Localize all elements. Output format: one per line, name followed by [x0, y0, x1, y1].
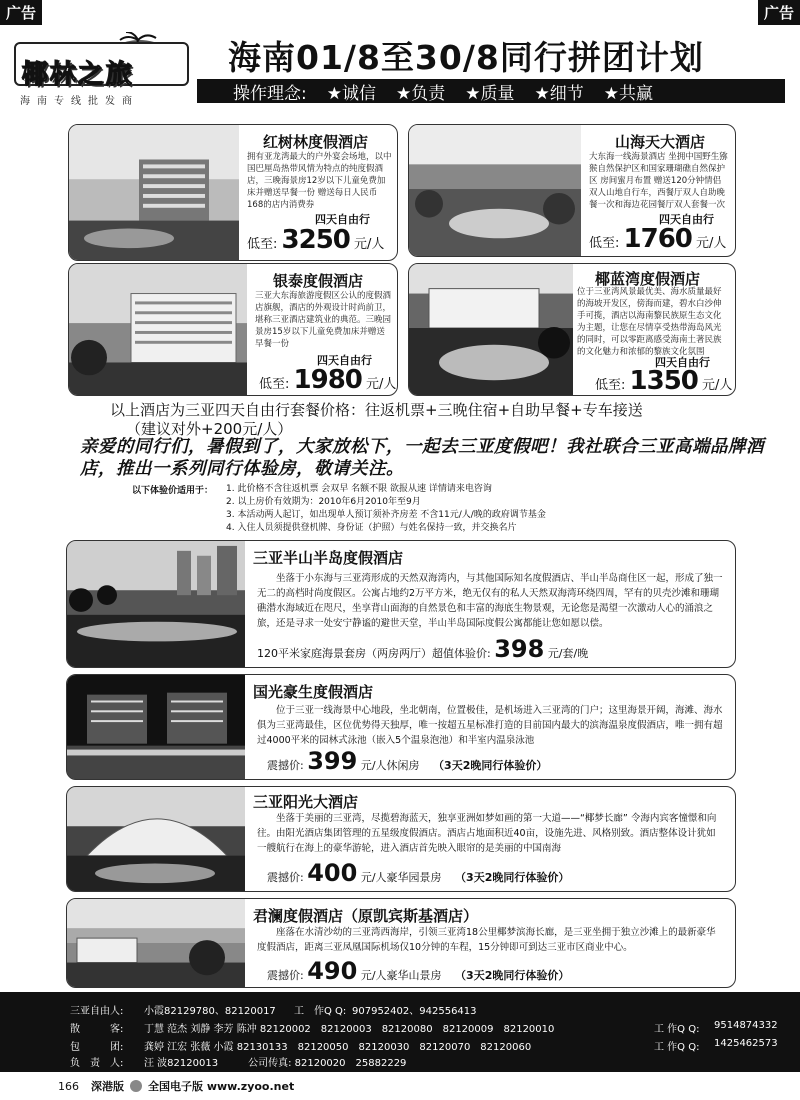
price-prefix: 震撼价:: [267, 871, 304, 884]
contact-row: [70, 1054, 406, 1069]
hotel-description: 座落在水清沙幼的三亚湾西海岸，引领三亚湾18公里椰梦滨海长廊，是三亚坐拥于独立沙滩上的最新豪华度假酒店，距离三亚凤凰国际机场仅10分钟的车程，15分钟即可到达三亚市区商业中心。: [257, 927, 716, 953]
price-line: [257, 635, 588, 663]
motto-item: ★质量: [465, 83, 515, 104]
contact-value: 丁慧 范杰 刘静 李芳 陈冲 82120002 82120003 82120080 82120009 82120010: [144, 1024, 555, 1035]
price-unit: 元/人豪华山景房: [360, 969, 442, 982]
hotel-description: 大东海一线海景酒店 坐拥中国野生猕猴自然保护区和国家珊瑚礁自然保护区 房间蜜月布置 赠送120分钟情侣双人山地自行车，西餐厅双人自助晚餐一次和海边花园餐厅双人套餐一次: [589, 152, 728, 210]
contact-qq-label: 工 作Q Q:: [294, 1006, 347, 1017]
motto-item: ★诚信: [326, 83, 376, 104]
hotel-description: 坐落于小东海与三亚湾形成的天然双海湾内，与其他国际知名度假酒店、半山半岛商住区一起，形成了独一无二的高档时尚度假区。公寓占地约2万平方米，绝无仅有的私人天然双海湾环绕四周，罕有的贝壳沙滩和珊瑚礁潜水海域近在咫尺，坐享背山面海的自然景色和丰富的海底生物景观，无论您是渴望一次激动人心的涌浪之旅，还是寻求一处安宁静谧的避世天堂，半山半岛国际度假公寓都能让您如愿以偿。: [257, 573, 723, 629]
hotel-photo: [409, 264, 573, 395]
hotel-card-shanhaitian[interactable]: [408, 124, 736, 257]
price-value: 3250: [281, 225, 350, 255]
price-value: 1350: [629, 366, 698, 396]
hotel-name: 椰蓝湾度假酒店: [595, 270, 701, 288]
contact-qq-label: 工 作Q Q:: [654, 1042, 700, 1053]
price-unit: 元/人: [696, 236, 727, 251]
hotel-photo: [69, 125, 239, 260]
page-title: 海南01/8至30/8同行拼团计划: [228, 38, 704, 77]
package-note-suggestion: （建议对外+200元/人）: [126, 420, 293, 438]
hotel-card-yintai[interactable]: [68, 263, 398, 396]
hotel-photo: [69, 264, 247, 395]
conditions-title: 以下体验价适用于：: [132, 486, 214, 496]
hotel-name: 三亚阳光大酒店: [253, 793, 359, 811]
motto-item: ★负责: [395, 83, 446, 104]
contact-label: 包 团:: [70, 1042, 124, 1053]
hotel-card-guoguang-haosheng[interactable]: [66, 674, 736, 780]
package-tag: 四天自由行: [317, 354, 372, 367]
price-value: 399: [307, 747, 358, 775]
package-tag: 四天自由行: [659, 213, 714, 226]
contact-row: [70, 1002, 477, 1017]
price-value: 490: [307, 957, 358, 985]
package-note-line: 以上酒店为三亚四天自由行套餐价格：往返机票+三晚住宿+自助早餐+专车接送: [110, 401, 643, 419]
price-value: 1760: [623, 224, 692, 254]
hotel-description: 三亚大东海旅游度假区公认的度假酒店旗舰，酒店的外观设计时尚前卫，堪称三亚酒店建筑业的典范。三晚园景房15岁以下儿童免费加床并赠送早餐一份: [255, 291, 392, 349]
hotel-photo: [67, 899, 245, 987]
price-line: [259, 365, 396, 395]
hotel-card-yelanwan[interactable]: [408, 263, 736, 396]
price-unit: 元/人: [354, 237, 385, 252]
package-tag: 四天自由行: [315, 213, 370, 226]
contact-qq-value: 9514874332: [714, 1020, 778, 1031]
contact-row: [70, 1020, 778, 1035]
price-value: 1980: [293, 365, 362, 395]
price-prefix: 低至:: [589, 236, 620, 251]
hotel-description: 位于三亚一线海景中心地段，坐北朝南，位置极佳，是机场进入三亚湾的门户；这里海景开阔，海滩、海水俱为三亚湾最佳，区位优势得天独厚，唯一按超五星标准打造的目前国内最大的滨海温泉度假酒店，唯一拥有超过4000平米的园林式泳池（嵌入5个温泉泡池）和半室内温泉泳池: [257, 705, 723, 746]
hotel-name: 君澜度假酒店（原凯宾斯基酒店）: [253, 907, 479, 925]
price-line: [267, 957, 569, 985]
hotel-description: 位于三亚湾风景最优美、海水质量最好的海坡开发区，傍海而建，碧水白沙伸手可揽，酒店以海南黎民族原生态文化为主题，让您在尽情享受热带海岛风光的同时，可以零距离感受海南土著民族的文化魅力和浓郁的黎族文化氛围: [577, 287, 722, 357]
price-line: [595, 366, 732, 396]
price-line: [267, 747, 547, 775]
brand-logo: [14, 32, 194, 107]
promo-slogan: 亲爱的同行们，暑假到了，大家放松下，一起去三亚度假吧！我社联合三亚高端品牌酒店，推出一系列同行体验房，敬请关注。: [80, 437, 764, 479]
contact-value: 汪 波82120013 公司传真: 82120020 25882229: [144, 1058, 407, 1069]
price-value: 400: [307, 859, 358, 887]
price-line: [267, 859, 569, 887]
motto-item: ★共赢: [603, 83, 653, 104]
contact-qq-value: 907952402、942556413: [352, 1006, 477, 1017]
price-note: （3天2晚同行体验价）: [433, 759, 548, 772]
condition-item: 2. 以上房价有效期为：2010年6月2010年至9月: [226, 497, 421, 507]
price-prefix: 低至:: [247, 237, 278, 252]
page-number: 166: [58, 1079, 79, 1093]
condition-item: 3. 本活动两人起订，如出现单人预订须补齐房差 不含11元/人/晚的政府调节基金: [226, 510, 546, 520]
hotel-name: 山海天大酒店: [615, 133, 706, 151]
contact-qq-value: 1425462573: [714, 1038, 778, 1049]
price-prefix: 120平米家庭海景套房（两房两厅）超值体验价:: [257, 647, 491, 660]
motto-bar: [197, 79, 785, 103]
hotel-name: 红树林度假酒店: [263, 133, 369, 151]
hotel-card-junlan[interactable]: [66, 898, 736, 988]
condition-item: 1. 此价格不含往返机票 会双早 名额不限 欲报从速 详情请来电咨询: [226, 484, 492, 494]
contact-row: [70, 1038, 778, 1053]
logo-subtitle: 海南专线批发商: [20, 96, 139, 107]
website-link[interactable]: 全国电子版 www.zyoo.net: [148, 1080, 295, 1093]
price-unit: 元/人: [366, 377, 397, 392]
edition-label: 深港版: [91, 1080, 124, 1093]
contact-label: 散 客:: [70, 1024, 124, 1035]
ad-label-right: 广告: [758, 0, 800, 25]
price-note: （3天2晚同行体验价）: [455, 871, 570, 884]
package-tag: 四天自由行: [655, 356, 710, 369]
price-line: [589, 224, 726, 254]
contact-label: 负 责 人:: [70, 1058, 124, 1069]
price-prefix: 震撼价:: [267, 759, 304, 772]
price-unit: 元/人豪华园景房: [360, 871, 442, 884]
condition-item: 4. 入住人员须提供登机牌、身份证（护照）与姓名保持一致，并交换名片: [226, 523, 517, 533]
price-prefix: 低至:: [259, 377, 290, 392]
conditions-list: [226, 483, 546, 535]
motto-label: 操作理念:: [233, 83, 307, 104]
contact-panel: [0, 992, 800, 1072]
hotel-card-yangguang[interactable]: [66, 786, 736, 892]
hotel-photo: [409, 125, 581, 256]
motto-item: ★细节: [534, 83, 584, 104]
hotel-name: 国光豪生度假酒店: [253, 683, 374, 701]
contact-value: 龚婷 江宏 张薇 小霞 82130133 82120050 82120030 82120070 82120060: [144, 1042, 532, 1053]
hotel-description: 拥有亚龙湾最大的户外宴会场地，以中国巴厘岛热带风情为特点的纯度假酒店，三晚海景房12岁以下儿童免费加床并赠送早餐一份 赠送每日人民币168的店内消费券: [247, 152, 392, 210]
globe-icon: [130, 1080, 142, 1092]
hotel-photo: [67, 787, 245, 891]
price-prefix: 低至:: [595, 378, 626, 393]
hotel-card-hongshulin[interactable]: [68, 124, 398, 261]
hotel-photo: [67, 675, 245, 779]
price-unit: 元/套/晚: [547, 647, 589, 660]
price-note: （3天2晚同行体验价）: [455, 969, 570, 982]
price-unit: 元/人: [702, 378, 733, 393]
logo-name: 椰林之旅: [22, 60, 135, 90]
hotel-description: 坐落于美丽的三亚湾，尽揽碧海蓝天，独享亚洲如梦如画的第一大道——“椰梦长廊” 令海内宾客憧憬和向往。由阳光酒店集团管理的五星级度假酒店。酒店占地面积近40亩，设施先进、风格别致。酒店整体设计犹如一艘航行在海上的豪华游轮，进入酒店首先映入眼帘的是美丽的中国南海: [257, 813, 717, 854]
hotel-name: 三亚半山半岛度假酒店: [253, 549, 404, 567]
price-unit: 元/人休闲房: [360, 759, 420, 772]
hotel-card-banshanbandao[interactable]: [66, 540, 736, 668]
contact-value: 小霞82129780、82120017: [144, 1006, 276, 1017]
price-line: [247, 225, 384, 255]
contact-qq-label: 工 作Q Q:: [654, 1024, 700, 1035]
contact-label: 三亚自由人:: [70, 1006, 124, 1017]
ad-label-left: 广告: [0, 0, 42, 25]
hotel-name: 银泰度假酒店: [273, 272, 364, 290]
package-note: [110, 401, 643, 439]
page-footer: [0, 1078, 800, 1094]
hotel-photo: [67, 541, 245, 667]
price-value: 398: [494, 635, 545, 663]
price-prefix: 震撼价:: [267, 969, 304, 982]
